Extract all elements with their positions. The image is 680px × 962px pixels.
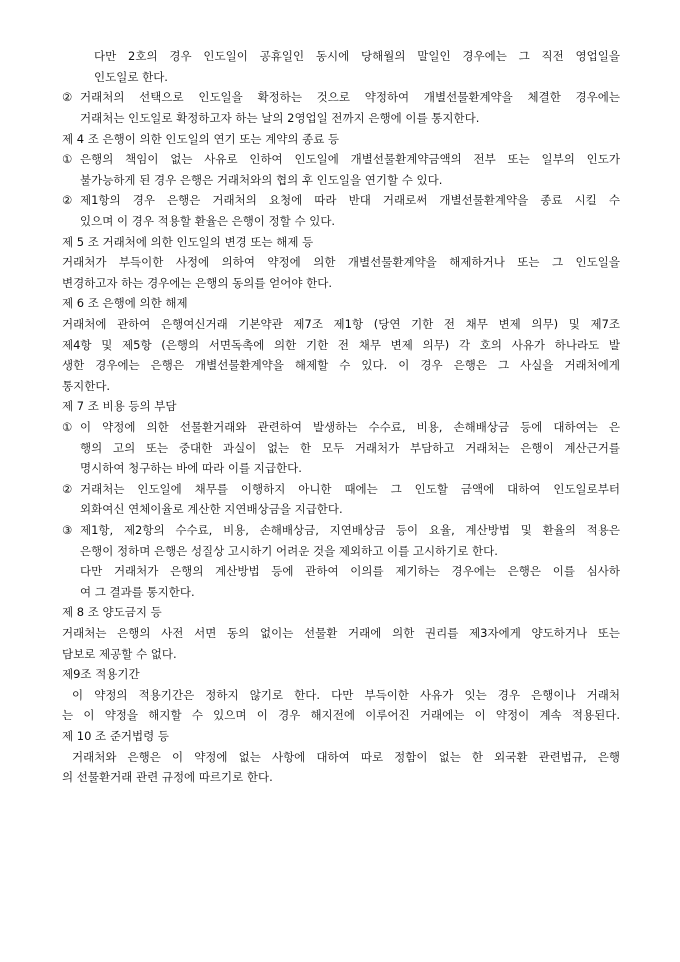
body-line: 인도일로 한다. bbox=[94, 70, 168, 84]
item-number: ② bbox=[62, 193, 73, 207]
item-number: ① bbox=[62, 152, 73, 166]
body-line: 이 약정의 적용기간은 정하지 않기로 한다. 다만 부득이한 사유가 잇는 경우 은행이나 거래처 bbox=[72, 688, 620, 702]
item-number: ① bbox=[62, 420, 73, 434]
body-line: 거래처는 인도일에 채무를 이행하지 아니한 때에는 그 인도할 금액에 대하여 인도일로부터 bbox=[80, 482, 620, 496]
body-line: 거래처가 부득이한 사정에 의하여 약정에 의한 개별선물환계약을 해제하거나 또는 그 인도일을 bbox=[62, 255, 620, 269]
body-line: 제1항의 경우 은행은 거래처의 요청에 따라 반대 거래로써 개별선물환계약을 종료 시킬 수 bbox=[80, 193, 620, 207]
article-heading: 제 5 조 거래처에 의한 인도일의 변경 또는 해제 등 bbox=[62, 235, 314, 249]
article-heading: 제 7 조 비용 등의 부담 bbox=[62, 399, 177, 413]
body-line: 명시하여 청구하는 바에 따라 이를 지급한다. bbox=[80, 461, 302, 475]
body-line: 거래처는 인도일로 확정하고자 하는 날의 2영업일 전까지 은행에 이를 통지한다. bbox=[80, 111, 480, 125]
body-line: 거래처에 관하여 은행여신거래 기본약관 제7조 제1항 (당연 기한 전 채무 변제 의무) 및 제7조 bbox=[62, 317, 620, 331]
body-line: 생한 경우에는 은행은 개별선물환계약을 해제할 수 있다. 이 경우 은행은 그 사실을 거래처에게 bbox=[62, 358, 620, 372]
body-line: 있으며 이 경우 적용할 환율은 은행이 정할 수 있다. bbox=[80, 214, 336, 228]
body-line: 제1항, 제2항의 수수료, 비용, 손해배상금, 지연배상금 등이 요율, 계산방법 및 환율의 적용은 bbox=[80, 523, 620, 537]
article-heading: 제 8 조 양도금지 등 bbox=[62, 605, 162, 619]
body-line: 통지한다. bbox=[62, 379, 111, 393]
article-heading: 제 6 조 은행에 의한 해제 bbox=[62, 296, 188, 310]
body-line: 의 선물환거래 관련 규정에 따르기로 한다. bbox=[62, 770, 273, 784]
body-line: 는 이 약정을 해지할 수 있으며 이 경우 해지전에 이루어진 거래에는 이 약정이 계속 적용된다. bbox=[62, 708, 620, 722]
body-line: 은행이 정하며 은행은 성질상 고시하기 어려운 것을 제외하고 이를 고시하기로 한다. bbox=[80, 544, 498, 558]
body-line: 외화여신 연체이율로 계산한 지연배상금을 지급한다. bbox=[80, 502, 343, 516]
body-line: 여 그 결과를 통지한다. bbox=[80, 585, 195, 599]
body-line: 담보로 제공할 수 없다. bbox=[62, 647, 177, 661]
body-line: 거래처는 은행의 사전 서면 동의 없이는 선물환 거래에 의한 권리를 제3자에게 양도하거나 또는 bbox=[62, 626, 620, 640]
article-heading: 제9조 적용기간 bbox=[62, 667, 140, 681]
body-line: 은행의 책임이 없는 사유로 인하여 인도일에 개별선물환계약금액의 전부 또는 일부의 인도가 bbox=[80, 152, 620, 166]
article-heading: 제 10 조 준거법령 등 bbox=[62, 729, 170, 743]
body-line: 거래처의 선택으로 인도일을 확정하는 것으로 약정하여 개별선물환계약을 체결한 경우에는 bbox=[80, 90, 620, 104]
body-line: 불가능하게 된 경우 은행은 거래처와의 협의 후 인도일을 연기할 수 있다. bbox=[80, 173, 443, 187]
article-heading: 제 4 조 은행이 의한 인도일의 연기 또는 계약의 종료 등 bbox=[62, 132, 340, 146]
item-number: ③ bbox=[62, 523, 73, 537]
item-number: ② bbox=[62, 482, 73, 496]
body-line: 행의 고의 또는 중대한 과실이 없는 한 모두 거래처가 부담하고 거래처는 은행이 계산근거를 bbox=[80, 441, 620, 455]
body-line: 다만 2호의 경우 인도일이 공휴일인 동시에 당해월의 말일인 경우에는 그 직전 영업일을 bbox=[94, 49, 620, 63]
body-line: 변경하고자 하는 경우에는 은행의 동의를 얻어야 한다. bbox=[62, 276, 332, 290]
body-line: 이 약정에 의한 선물환거래와 관련하여 발생하는 수수료, 비용, 손해배상금 등에 대하여는 은 bbox=[80, 420, 620, 434]
body-line: 제4항 및 제5항 (은행의 서면독촉에 의한 기한 전 채무 변제 의무) 각 호의 사유가 하나라도 발 bbox=[62, 338, 620, 352]
body-line: 다만 거래처가 은행의 계산방법 등에 관하여 이의를 제기하는 경우에는 은행은 이를 심사하 bbox=[80, 564, 620, 578]
body-line: 거래처와 은행은 이 약정에 없는 사항에 대하여 따로 정함이 없는 한 외국환 관련법규, 은행 bbox=[72, 750, 620, 764]
item-number: ② bbox=[62, 90, 73, 104]
